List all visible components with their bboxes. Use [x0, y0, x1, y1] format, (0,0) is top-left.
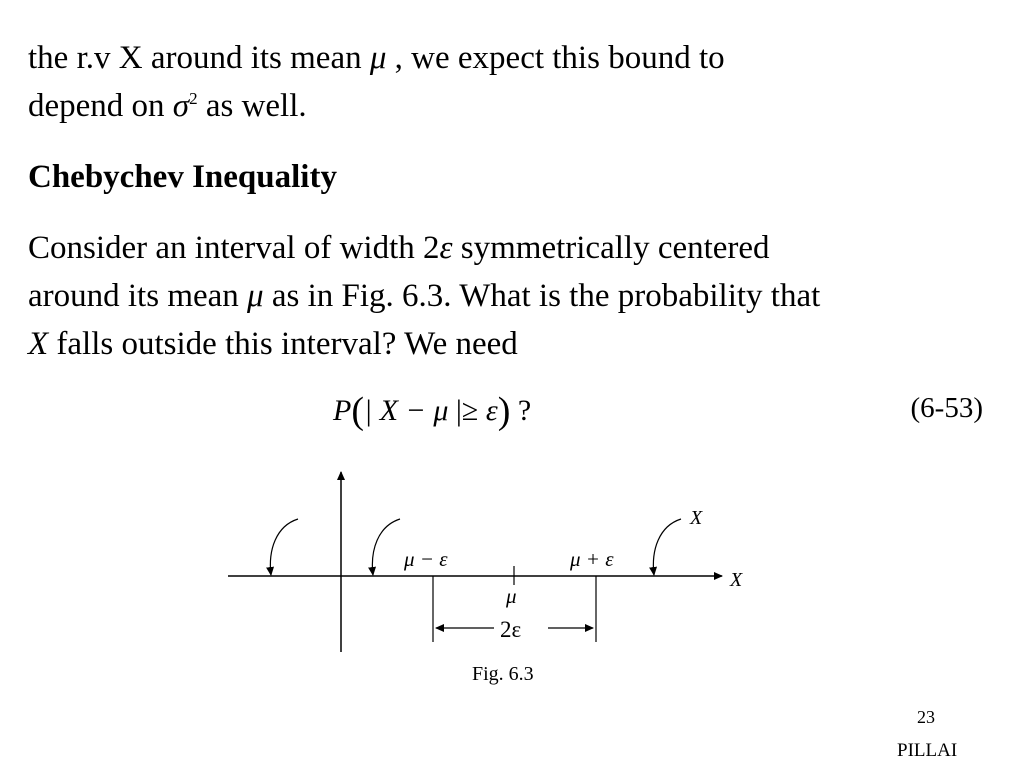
text-fragment: as well.	[197, 88, 307, 124]
figure-caption: Fig. 6.3	[472, 663, 534, 685]
text-fragment: falls outside this interval? We need	[48, 326, 518, 362]
eq-epsilon: ε	[485, 394, 498, 427]
label-x-axis: X	[730, 569, 743, 591]
page-number: 23	[917, 707, 935, 727]
text-fragment: Consider an interval of width 2	[28, 230, 440, 266]
label-mu-minus-eps: μ − ε	[404, 547, 448, 571]
eq-p: P	[333, 394, 352, 427]
curved-arrow-right	[653, 519, 681, 575]
author-footer: PILLAI	[897, 740, 958, 761]
eq-body-mid: |≥	[448, 394, 486, 427]
text-fragment: the r.v X around its mean	[28, 40, 370, 76]
equation-number: (6-53)	[910, 392, 983, 424]
curved-arrow-left-inner	[372, 519, 400, 575]
mu-symbol: μ	[247, 278, 264, 314]
label-two-eps: 2ε	[500, 617, 522, 642]
section-heading: Chebychev Inequality	[28, 159, 337, 195]
label-x-curve: X	[690, 507, 703, 529]
text-fragment: depend on	[28, 88, 173, 124]
eq-mu: μ	[433, 394, 449, 427]
eq-close-paren: )	[497, 390, 511, 432]
label-mu-plus-eps: μ + ε	[570, 547, 614, 571]
text-fragment: symmetrically centered	[452, 230, 770, 266]
label-mu: μ	[506, 584, 517, 608]
epsilon-symbol: ε	[439, 230, 453, 266]
text-fragment: , we expect this bound to	[386, 40, 725, 76]
mu-symbol: μ	[369, 40, 387, 76]
eq-body: | X −	[363, 394, 434, 427]
superscript-2: 2	[189, 89, 198, 108]
curved-arrow-left-outer	[270, 519, 298, 575]
sigma-symbol: σ	[172, 88, 190, 124]
x-symbol: X	[28, 326, 49, 362]
text-fragment: as in Fig. 6.3. What is the probability that	[263, 278, 821, 314]
text-fragment: around its mean	[28, 278, 248, 314]
eq-open-paren: (	[351, 390, 364, 432]
eq-question: ?	[510, 394, 532, 427]
